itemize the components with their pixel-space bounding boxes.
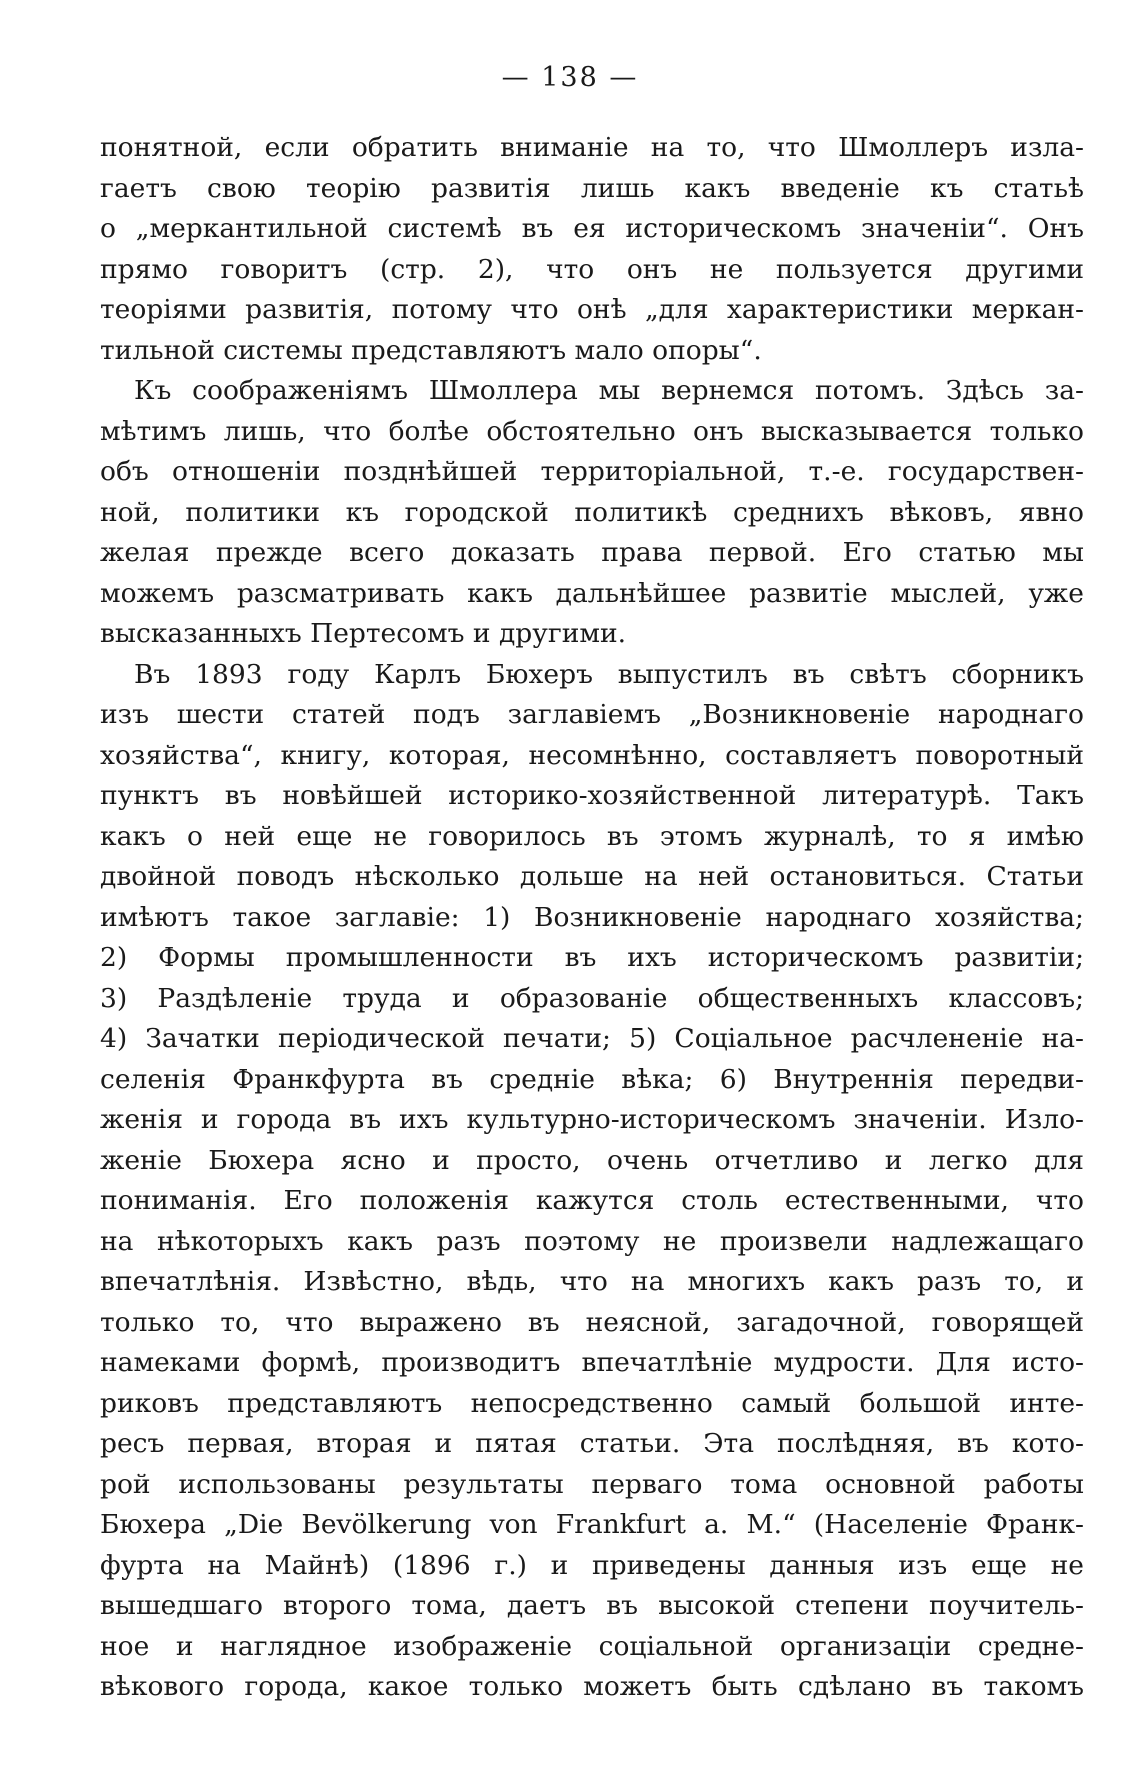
- text-line: Къ соображеніямъ Шмоллера мы вернемся потомъ. Здѣсь за-: [134, 375, 1084, 406]
- text-line: ное и наглядное изображеніе соціальной организаціи средне-: [100, 1630, 1084, 1662]
- text-line: пунктъ въ новѣйшей историко-хозяйственной литературѣ. Такъ: [100, 780, 1084, 811]
- text-line: ресъ первая, вторая и пятая статьи. Эта послѣдняя, въ кото-: [100, 1428, 1084, 1459]
- text-line: какъ о ней еще не говорилось въ этомъ журналѣ, то я имѣю: [100, 820, 1084, 852]
- text-line: понятной, если обратить вниманіе на то, что Шмоллеръ изла-: [100, 132, 1084, 163]
- text-line: прямо говоритъ (стр. 2), что онъ не пользуется другими: [100, 253, 1084, 285]
- text-line: теоріями развитія, потому что онѣ „для характеристики меркан-: [100, 294, 1084, 325]
- text-line: женія и города въ ихъ культурно-историческомъ значеніи. Изло-: [100, 1104, 1084, 1135]
- page-number: — 138 —: [501, 62, 639, 93]
- text-line: можемъ разсматривать какъ дальнѣйшее развитіе мыслей, уже: [100, 577, 1084, 609]
- text-line: пониманія. Его положенія кажутся столь естественными, что: [100, 1185, 1084, 1216]
- text-line: имѣютъ такое заглавіе: 1) Возникновеніе народнаго хозяйства;: [100, 901, 1084, 933]
- text-line: мѣтимъ лишь, что болѣе обстоятельно онъ высказывается только: [100, 415, 1084, 447]
- text-line: на нѣкоторыхъ какъ разъ поэтому не произвели надлежащаго: [100, 1225, 1084, 1257]
- text-line: ной, политики къ городской политикѣ среднихъ вѣковъ, явно: [100, 496, 1084, 528]
- text-line: вышедшаго второго тома, даетъ въ высокой степени поучитель-: [100, 1590, 1084, 1621]
- text-line: рой использованы результаты перваго тома основной работы: [100, 1468, 1084, 1500]
- text-line: гаетъ свою теорію развитія лишь какъ введеніе къ статьѣ: [100, 172, 1084, 204]
- text-line: впечатлѣнія. Извѣстно, вѣдь, что на многихъ какъ разъ то, и: [100, 1266, 1084, 1297]
- text-line: селенія Франкфурта въ средніе вѣка; 6) Внутреннія передви-: [100, 1063, 1084, 1095]
- text-line: намеками формѣ, производитъ впечатлѣніе мудрости. Для исто-: [100, 1347, 1084, 1378]
- text-line: только то, что выражено въ неясной, загадочной, говорящей: [100, 1306, 1084, 1338]
- text-line: Въ 1893 году Карлъ Бюхеръ выпустилъ въ свѣтъ сборникъ: [134, 658, 1084, 690]
- text-line: высказанныхъ Пертесомъ и другими.: [100, 618, 627, 649]
- text-line: изъ шести статей подъ заглавіемъ „Возникновеніе народнаго: [100, 699, 1084, 730]
- text-line: женіе Бюхера ясно и просто, очень отчетливо и легко для: [100, 1144, 1084, 1176]
- text-line: 2) Формы промышленности въ ихъ историческомъ развитіи;: [100, 942, 1084, 973]
- text-line: 3) Раздѣленіе труда и образованіе общественныхъ классовъ;: [100, 982, 1084, 1014]
- text-line: желая прежде всего доказать права первой. Его статью мы: [100, 537, 1084, 568]
- text-line: 4) Зачатки періодической печати; 5) Соціальное расчлененіе на-: [100, 1023, 1084, 1054]
- text-line: риковъ представляютъ непосредственно самый большой инте-: [100, 1387, 1084, 1419]
- text-line: о „меркантильной системѣ въ ея историческомъ значеніи“. Онъ: [100, 213, 1084, 244]
- text-line: вѣкового города, какое только можетъ быть сдѣлано въ такомъ: [100, 1671, 1084, 1702]
- text-line: двойной поводъ нѣсколько дольше на ней остановиться. Статьи: [100, 861, 1084, 892]
- text-line: хозяйства“, книгу, которая, несомнѣнно, составляетъ поворотный: [100, 739, 1084, 771]
- text-line: фурта на Майнѣ) (1896 г.) и приведены данныя изъ еще не: [100, 1549, 1084, 1581]
- text-line: объ отношеніи позднѣйшей территоріальной, т.-е. государствен-: [100, 456, 1084, 487]
- text-line: Бюхера „Die Bevölkerung von Frankfurt a. M.“ (Населеніе Франк-: [100, 1509, 1084, 1540]
- body-text: [100, 128, 1084, 1708]
- text-line: тильной системы представляютъ мало опоры“.: [100, 334, 762, 366]
